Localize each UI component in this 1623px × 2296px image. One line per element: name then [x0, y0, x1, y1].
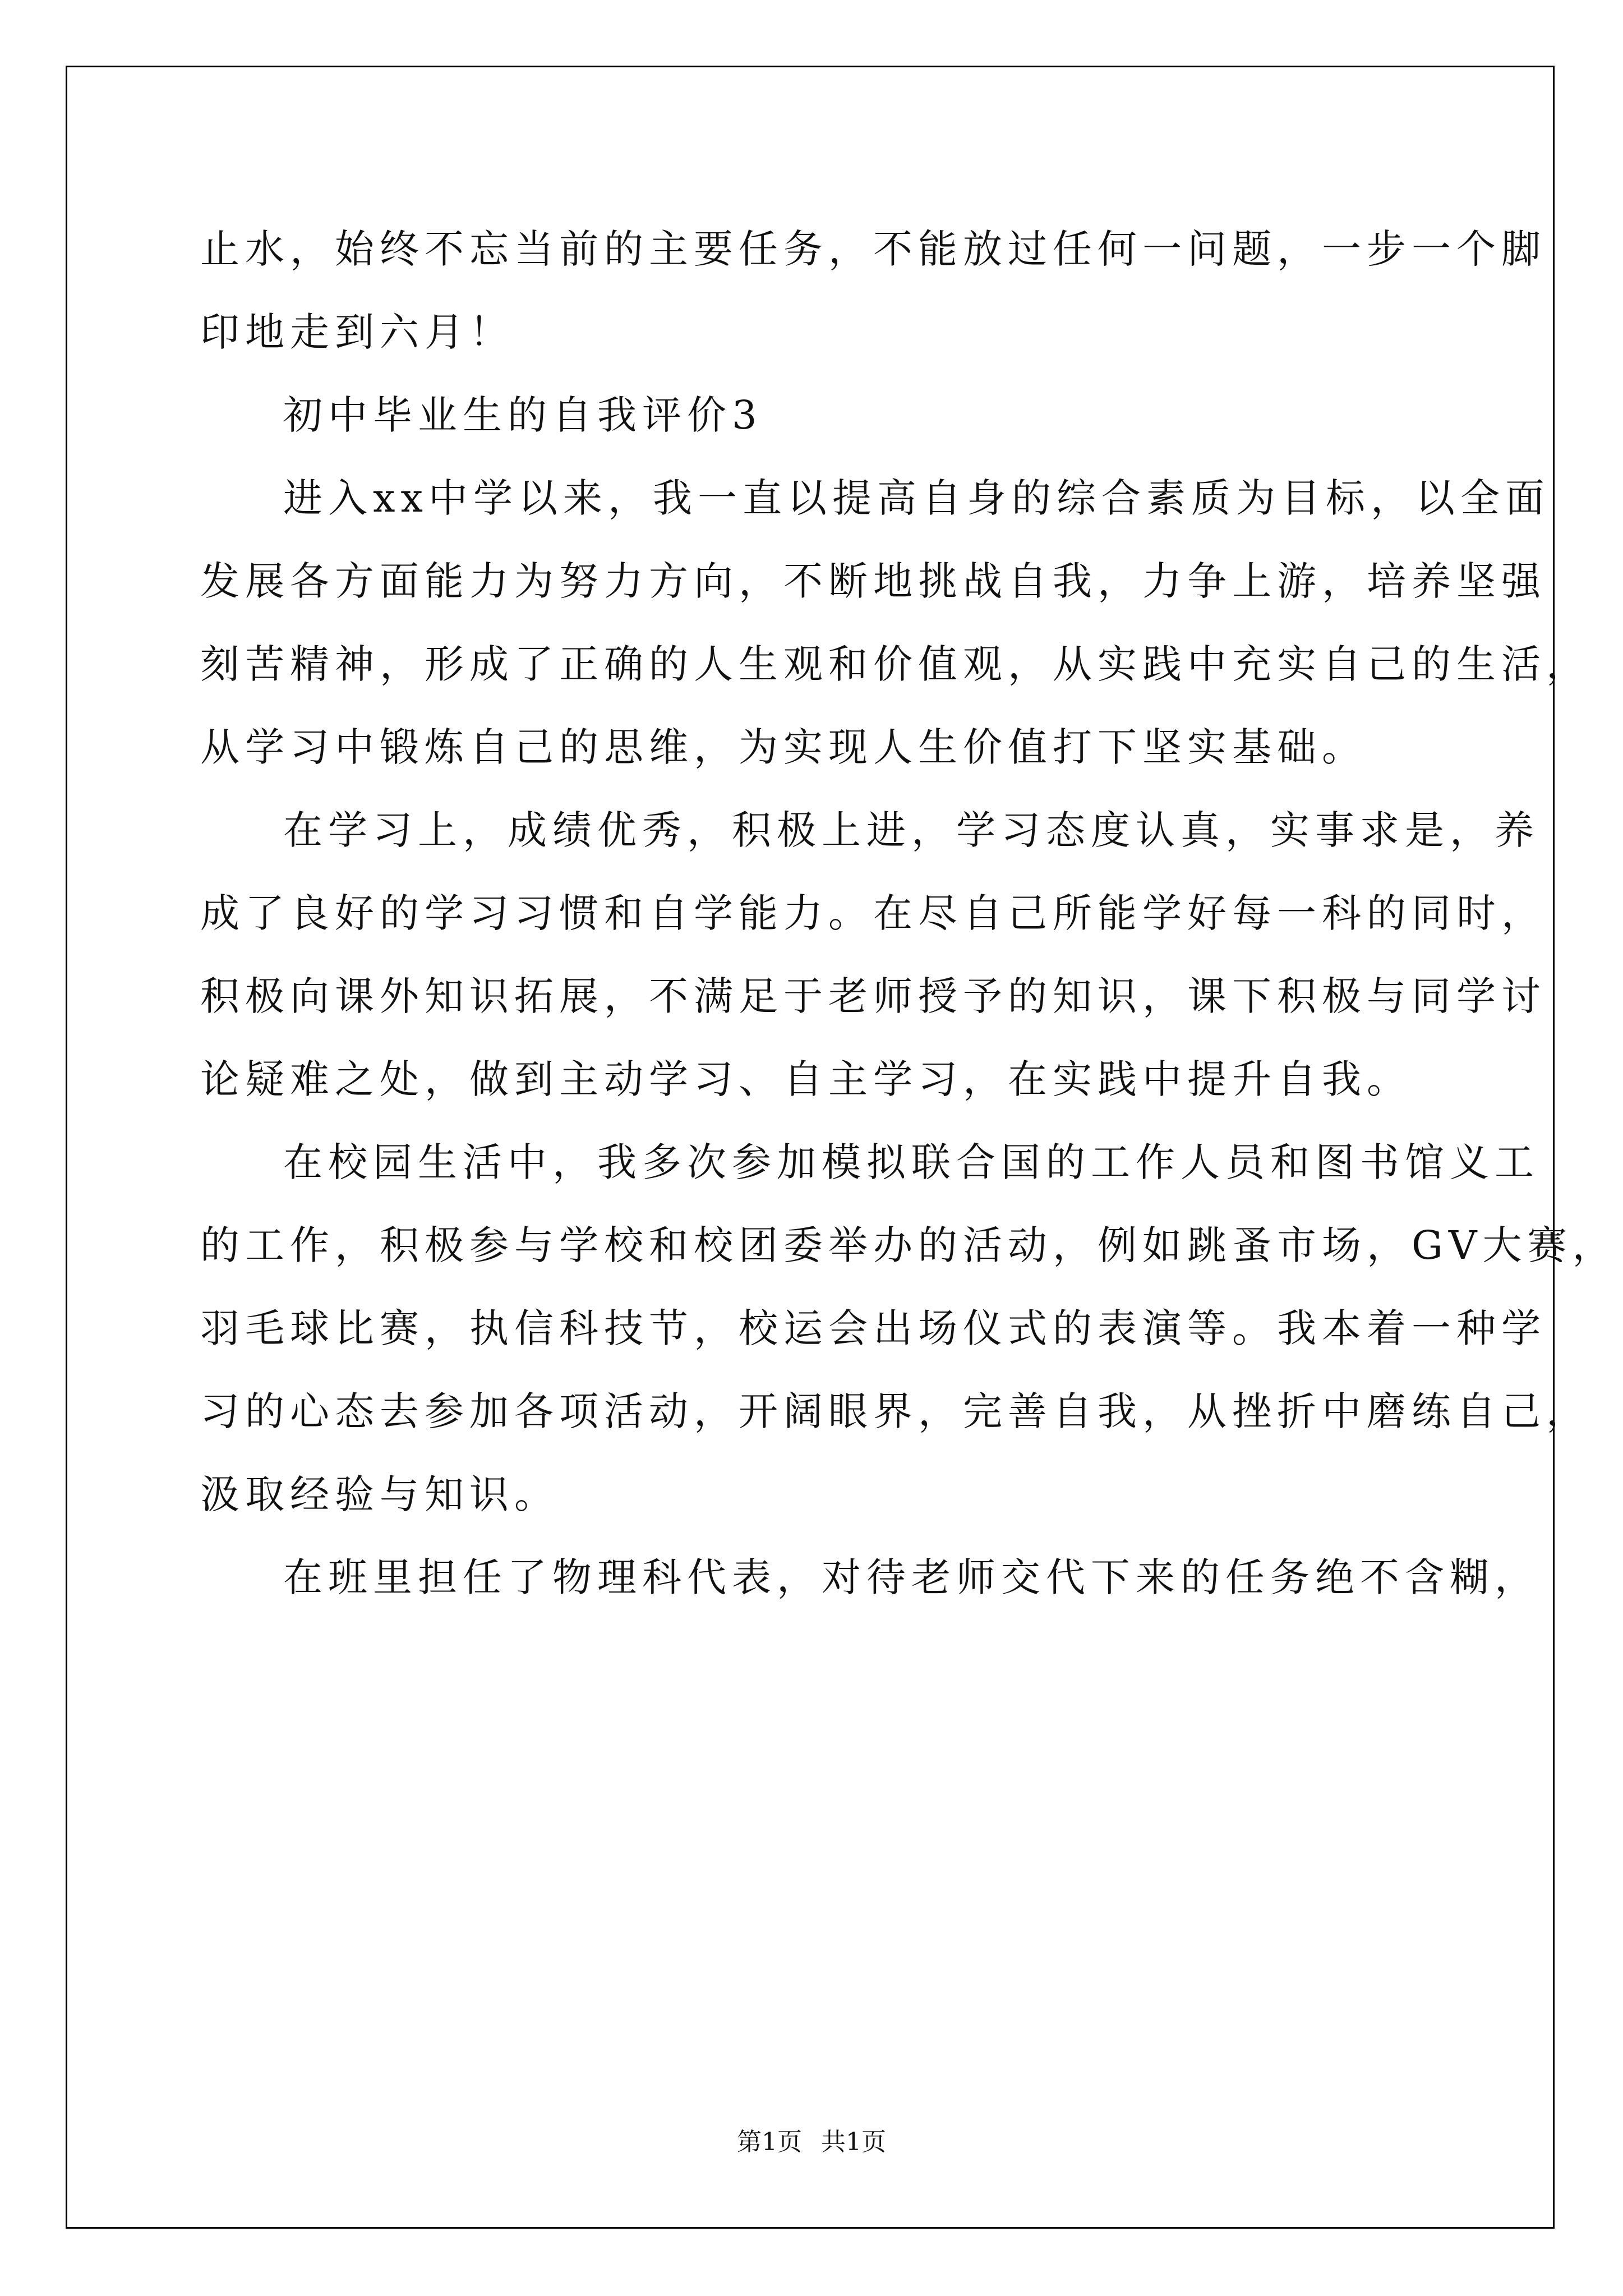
text-line: 积极向课外知识拓展，不满足于老师授予的知识，课下积极与同学讨 [200, 973, 1546, 1019]
page-number: 第1页 [737, 2128, 802, 2156]
text-line: 羽毛球比赛，执信科技节，校运会出场仪式的表演等。我本着一种学 [200, 1305, 1546, 1351]
text-line: 进入xx中学以来，我一直以提高自身的综合素质为目标，以全面 [283, 475, 1550, 521]
text-line: 从学习中锻炼自己的思维，为实现人生价值打下坚实基础。 [200, 724, 1367, 770]
text-line: 印地走到六月！ [200, 309, 514, 355]
text-line: 在学习上，成绩优秀，积极上进，学习态度认真，实事求是，养 [283, 807, 1539, 853]
text-line: 论疑难之处，做到主动学习、自主学习，在实践中提升自我。 [200, 1056, 1412, 1102]
text-line: 的工作，积极参与学校和校团委举办的活动，例如跳蚤市场，GV大赛， [200, 1222, 1617, 1268]
page-footer [0, 2122, 1623, 2157]
text-line: 止水，始终不忘当前的主要任务，不能放过任何一问题，一步一个脚 [200, 226, 1546, 272]
text-block [200, 208, 1617, 1619]
text-line: 习的心态去参加各项活动，开阔眼界，完善自我，从挫折中磨练自己， [200, 1388, 1591, 1434]
text-line: 在班里担任了物理科代表，对待老师交代下来的任务绝不含糊， [283, 1554, 1539, 1600]
text-line: 成了良好的学习习惯和自学能力。在尽自己所能学好每一科的同时， [200, 890, 1546, 936]
section-heading: 初中毕业生的自我评价3 [283, 392, 763, 438]
document-body [200, 208, 1617, 1619]
page-total: 共1页 [821, 2128, 886, 2156]
text-line: 汲取经验与知识。 [200, 1471, 559, 1517]
text-line: 在校园生活中，我多次参加模拟联合国的工作人员和图书馆义工 [283, 1139, 1539, 1185]
text-line: 刻苦精神，形成了正确的人生观和价值观，从实践中充实自己的生活， [200, 641, 1591, 687]
text-line: 发展各方面能力为努力方向，不断地挑战自我，力争上游，培养坚强 [200, 558, 1546, 604]
